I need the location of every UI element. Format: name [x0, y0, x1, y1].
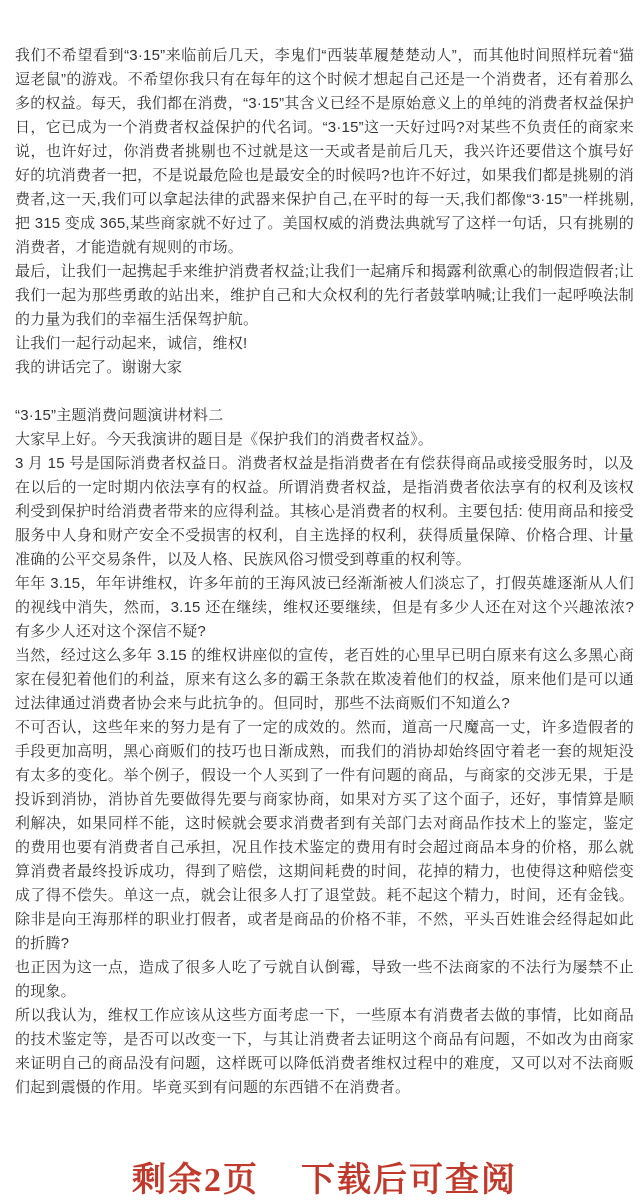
remaining-pages-label: 剩余2页 [132, 1162, 259, 1199]
paragraph: 大家早上好。今天我演讲的题目是《保护我们的消费者权益》。 [15, 431, 434, 448]
paragraph: 最后，让我们一起携起手来维护消费者权益;让我们一起痛斥和揭露利欲熏心的制假造假者;让我们一起为那些勇敢的站出来，维护自己和大众权利的先行者鼓掌呐喊;让我们一起呼唤法制的力量为我们的幸福生活保驾护航。 [15, 263, 634, 328]
paragraph: 所以我认为，维权工作应该从这些方面考虑一下，一些原本有消费者去做的事情，比如商品的技术鉴定等，是否可以改变一下，与其让消费者去证明这个商品有问题，不如改为由商家来证明自己的商品没有问题，这样既可以降低消费者维权过程中的难度，又可以对不法商贩们起到震慑的作用。毕竟买到有问题的东西错不在消费者。 [15, 1007, 634, 1096]
paragraph: 也正因为这一点，造成了很多人吃了亏就自认倒霉，导致一些不法商家的不法行为屡禁不止的现象。 [15, 959, 634, 1000]
paragraph: 我的讲话完了。谢谢大家 [15, 359, 183, 376]
paragraph: 不可否认，这些年来的努力是有了一定的成效的。然而，道高一尺魔高一丈，许多造假者的手段更加高明，黑心商贩们的技巧也日渐成熟，而我们的消协却始终固守着老一套的规矩没有太多的变化。举个例子，假设一个人买到了一件有问题的商品，与商家的交涉无果，于是投诉到消协，消协首先要做得先要与商家协商，如果对方买了这个面子，还好，事情算是顺利解决，如果同样不能，这时候就会要求消费者到有关部门去对商品作技术上的鉴定，鉴定的费用也要有消费者自己承担，况且作技术鉴定的费用有时会超过商品本身的价格，那么就算消费者最终投诉成功，得到了赔偿，这期间耗费的时间，花掉的精力，也使得这种赔偿变成了得不偿失。单这一点，就会让很多人打了退堂鼓。耗不起这个精力，时间，还有金钱。除非是向王海那样的职业打假者，或者是商品的价格不菲，不然，平头百姓谁会经得起如此的折腾? [15, 719, 634, 952]
paragraph: 当然，经过这么多年 3.15 的维权讲座似的宣传，老百姓的心里早已明白原来有这么多黑心商家在侵犯着他们的利益，原来有这么多的霸王条款在欺凌着他们的权益，原来他们是可以通过法律通过消费者协会来与此抗争的。但同时，那些不法商贩们不知道么? [15, 647, 634, 712]
paragraph: 我们不希望看到“3·15”来临前后几天，李鬼们“西装革履楚楚动人”，而其他时间照样玩着“猫逗老鼠”的游戏。不希望你我只有在每年的这个时候才想起自己还是一个消费者，还有着那么多的权益。每天，我们都在消费，“3·15”其含义已经不是原始意义上的单纯的消费者权益保护日，它已成为一个消费者权益保护的代名词。“3·15”这一天好过吗?对某些不负责任的商家来说，也许好过，你消费者挑剔也不过就是这一天或者是前后几天，我兴许还要借这个旗号好好的坑消费者一把，不是说最危险也是最安全的时候吗?也许不好过，如果我们都是挑剔的消费者,这一天,我们可以拿起法律的武器来保护自己,在平时的每一天,我们都像“3·15”一样挑剔,把 315 变成 365,某些商家就不好过了。美国权威的消费法典就写了这样一句话，只有挑剔的消费者，才能造就有规则的市场。 [15, 47, 634, 256]
section-heading: “3·15”主题消费问题演讲材料二 [15, 407, 224, 424]
download-hint-label[interactable]: 下载后可查阅 [301, 1162, 517, 1199]
paragraph: 让我们一起行动起来，诚信，维权! [15, 335, 248, 352]
preview-footer-notice [15, 1152, 634, 1201]
document-body [15, 44, 634, 1100]
paragraph: 3 月 15 号是国际消费者权益日。消费者权益是指消费者在有偿获得商品或接受服务时，以及在以后的一定时期内依法享有的权益。所谓消费者权益，是指消费者依法享有的权利及该权利受到保护时给消费者带来的应得利益。其核心是消费者的权利。主要包括: 使用商品和接受服务中人身和财产安全不受损害的权利，自主选择的权利，获得质量保障、价格合理、计量准确的公平交易条件，以及人格、民族风俗习惯受到尊重的权利等。 [15, 455, 634, 568]
paragraph: 年年 3.15，年年讲维权，许多年前的王海风波已经渐渐被人们淡忘了，打假英雄逐渐从人们的视线中消失，然而，3.15 还在继续，维权还要继续，但是有多少人还在对这个兴趣浓浓?有多少人还对这个深信不疑? [15, 575, 634, 640]
